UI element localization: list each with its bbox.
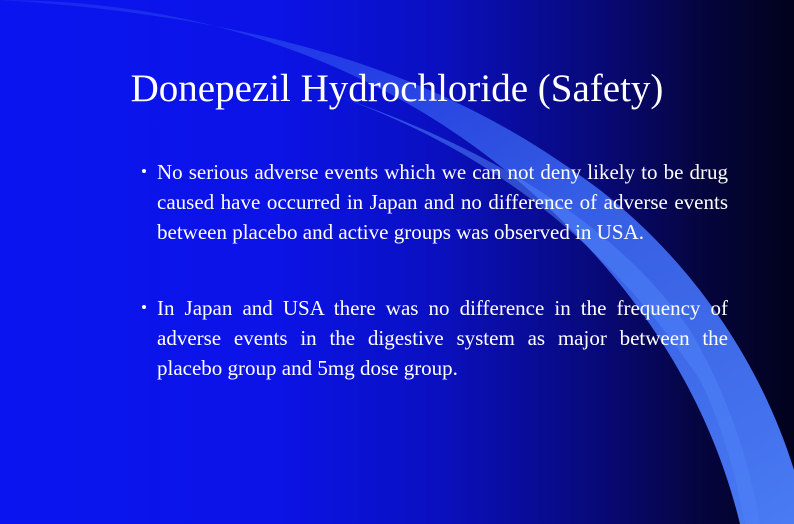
bullet-text: No serious adverse events which we can not deny likely to be drug caused have occurred in Japan and no difference of adverse events between placebo and active groups was observed in USA. <box>157 160 728 244</box>
bullet-dot-icon <box>142 305 146 309</box>
bullet-list <box>140 157 728 429</box>
slide-title: Donepezil Hydrochloride (Safety) <box>130 67 664 110</box>
bullet-text: In Japan and USA there was no difference in the frequency of adverse events in the digestive system as major between the placebo group and 5mg dose group. <box>157 296 728 380</box>
bullet-item <box>140 157 728 247</box>
bullet-item <box>140 293 728 383</box>
bullet-dot-icon <box>142 169 146 173</box>
